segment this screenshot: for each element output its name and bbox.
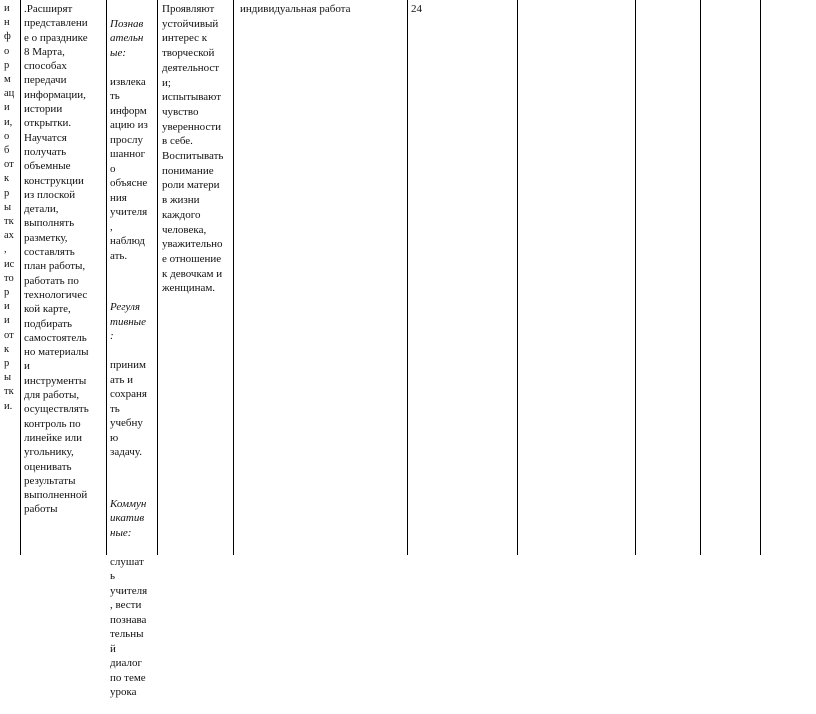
personal-results-text: Проявляют устойчивый интерес к творческой деятельност и; испытывают чувство уверенности в себе. Воспитывать понимание роли матери в жизни каждого человека, уважительно е отношение к девочкам и женщинам. — [162, 3, 224, 295]
page-number: 24 — [411, 3, 422, 15]
regulatory-text: приним ать и сохраня ть учебну ю задачу. — [110, 359, 147, 458]
communicative-text: слушат ь учителя , вести познава тельны й диалог по теме урока — [110, 555, 148, 698]
communicative-heading: Коммун икатив ные: — [110, 497, 147, 539]
results-text: .Расширят представлени е о празднике 8 Марта, способах передачи информации, истории открытки. Научатся получать объемные конструкции из плоской детали, выполнять разметку, составлять план работы, работать по технологичес кой карте, подбирать самостоятель но материалы и инструменты для работы, осуществлять контроль по линейке или угольнику, оценивать результаты выполненной работы — [24, 3, 89, 516]
cognitive-text: извлека ть информ ацию из прослу шанног о объясне ния учителя , наблюд ать. — [110, 75, 148, 262]
vertical-topic-text: и н ф о р м ац и и, о б от к р ы тк ах , ис то р и и от к р ы тк и. — [4, 3, 15, 412]
column-divider — [407, 0, 408, 555]
column-divider — [760, 0, 761, 555]
column-divider — [157, 0, 158, 555]
work-form-text: индивидуальная работа — [240, 3, 351, 15]
uud-cell — [110, 2, 156, 714]
column-divider — [517, 0, 518, 555]
regulatory-heading: Регуля тивные : — [110, 301, 147, 342]
cognitive-heading: Познав ательн ые: — [110, 17, 144, 59]
column-divider — [233, 0, 234, 555]
column-divider — [700, 0, 701, 555]
column-divider — [20, 0, 21, 555]
column-divider — [106, 0, 107, 555]
column-divider — [635, 0, 636, 555]
